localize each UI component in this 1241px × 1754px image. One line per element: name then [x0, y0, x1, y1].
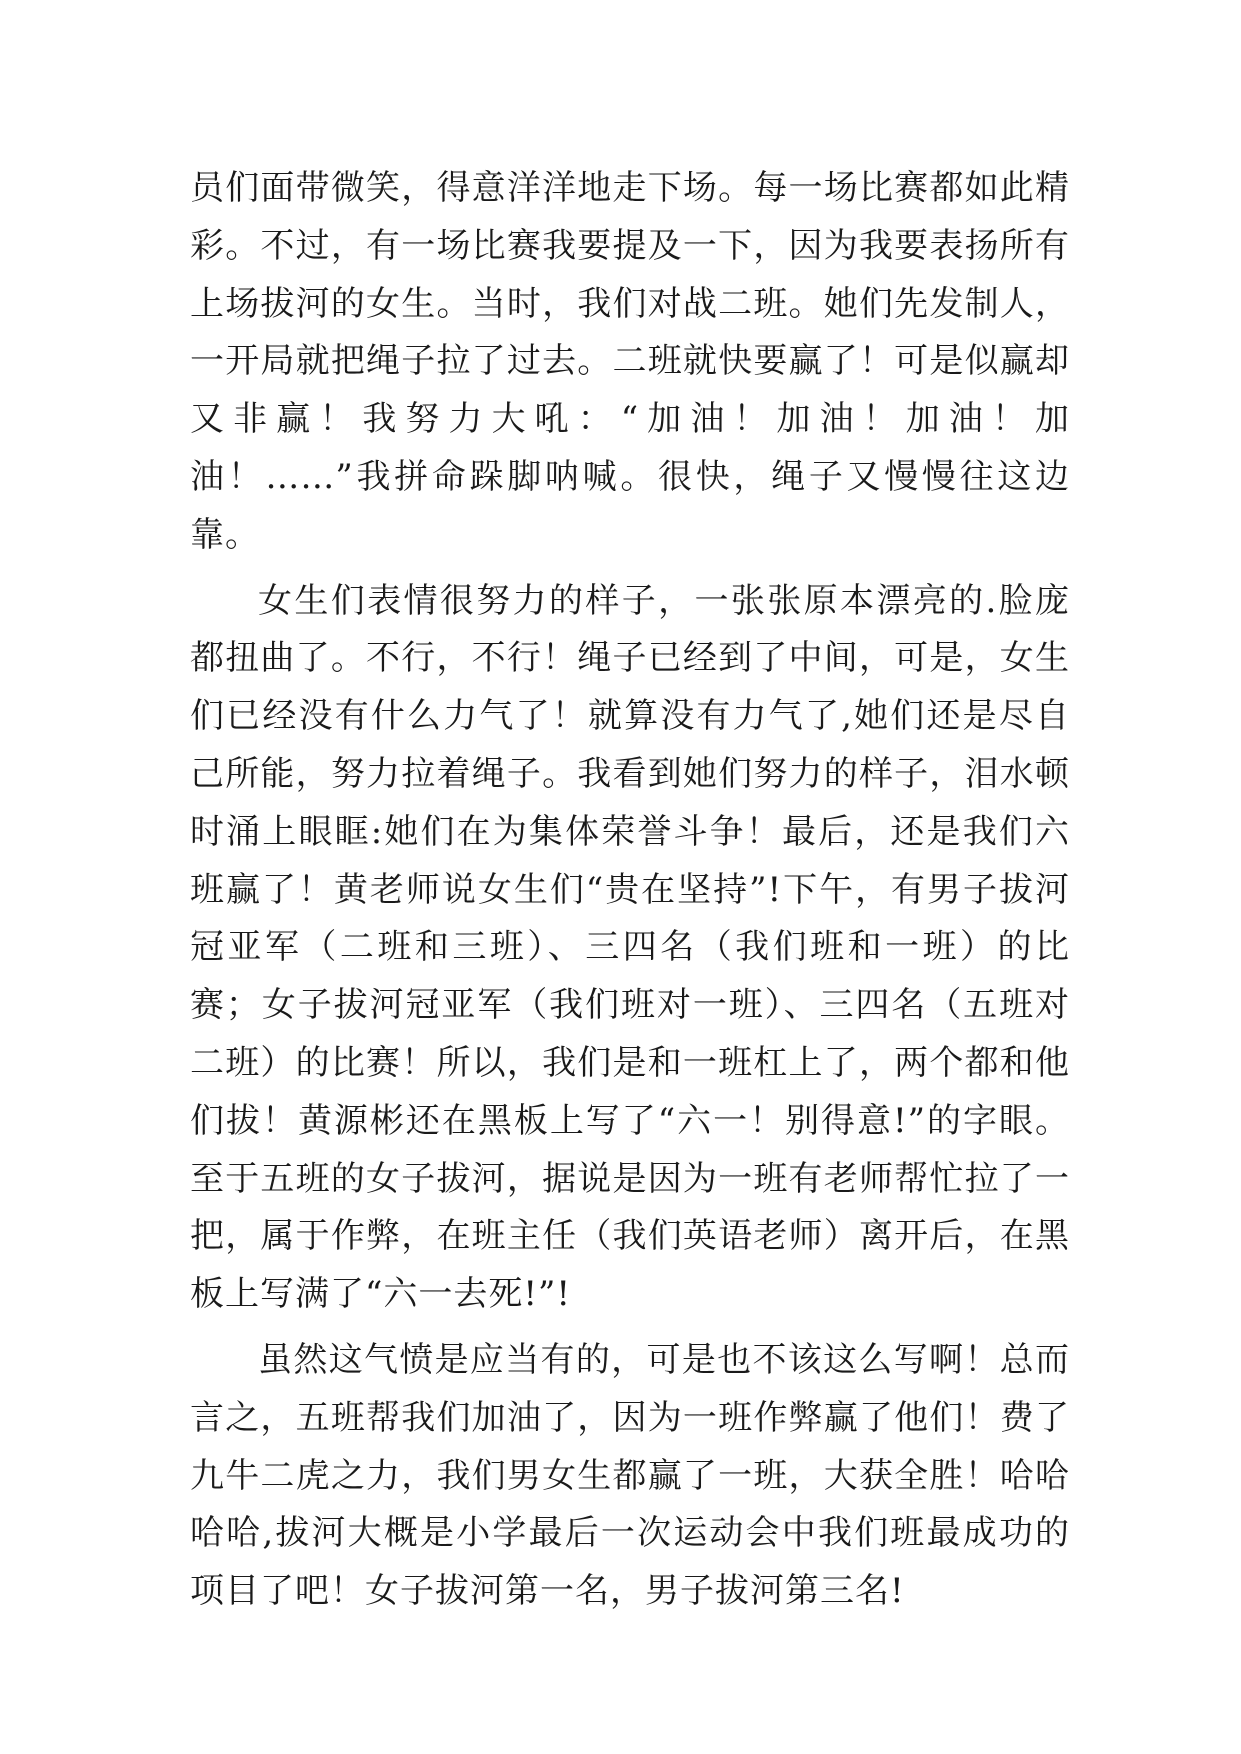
paragraph-1: 员们面带微笑，得意洋洋地走下场。每一场比赛都如此精彩。不过，有一场比赛我要提及一下，因为我要表扬所有上场拔河的女生。当时，我们对战二班。她们先发制人，一开局就把绳子拉了过去。二班就快要赢了！可是似赢却又非赢！我努力大吼：“加油！加油！加油！加油！……”我拼命跺脚呐喊。很快，绳子又慢慢往这边靠。	[190, 168, 1070, 555]
paragraph-3: 虽然这气愤是应当有的，可是也不该这么写啊！总而言之，五班帮我们加油了，因为一班作弊赢了他们！费了九牛二虎之力，我们男女生都赢了一班，大获全胜！哈哈哈哈,拔河大概是小学最后一次运动会中我们班最成功的项目了吧！女子拔河第一名，男子拔河第三名!	[190, 1339, 1070, 1612]
paragraph-2: 女生们表情很努力的样子，一张张原本漂亮的.脸庞都扭曲了。不行，不行！绳子已经到了中间，可是，女生们已经没有什么力气了！就算没有力气了,她们还是尽自己所能，努力拉着绳子。我看到她们努力的样子，泪水顿时涌上眼眶:她们在为集体荣誉斗争！最后，还是我们六班赢了！黄老师说女生们“贵在坚持”!下午，有男子拔河冠亚军（二班和三班）、三四名（我们班和一班）的比赛；女子拔河冠亚军（我们班对一班）、三四名（五班对二班）的比赛！所以，我们是和一班杠上了，两个都和他们拔！黄源彬还在黑板上写了“六一！别得意!”的字眼。至于五班的女子拔河，据说是因为一班有老师帮忙拉了一把，属于作弊，在班主任（我们英语老师）离开后，在黑板上写满了“六一去死!”!	[190, 580, 1070, 1315]
document-body	[190, 160, 1070, 1621]
